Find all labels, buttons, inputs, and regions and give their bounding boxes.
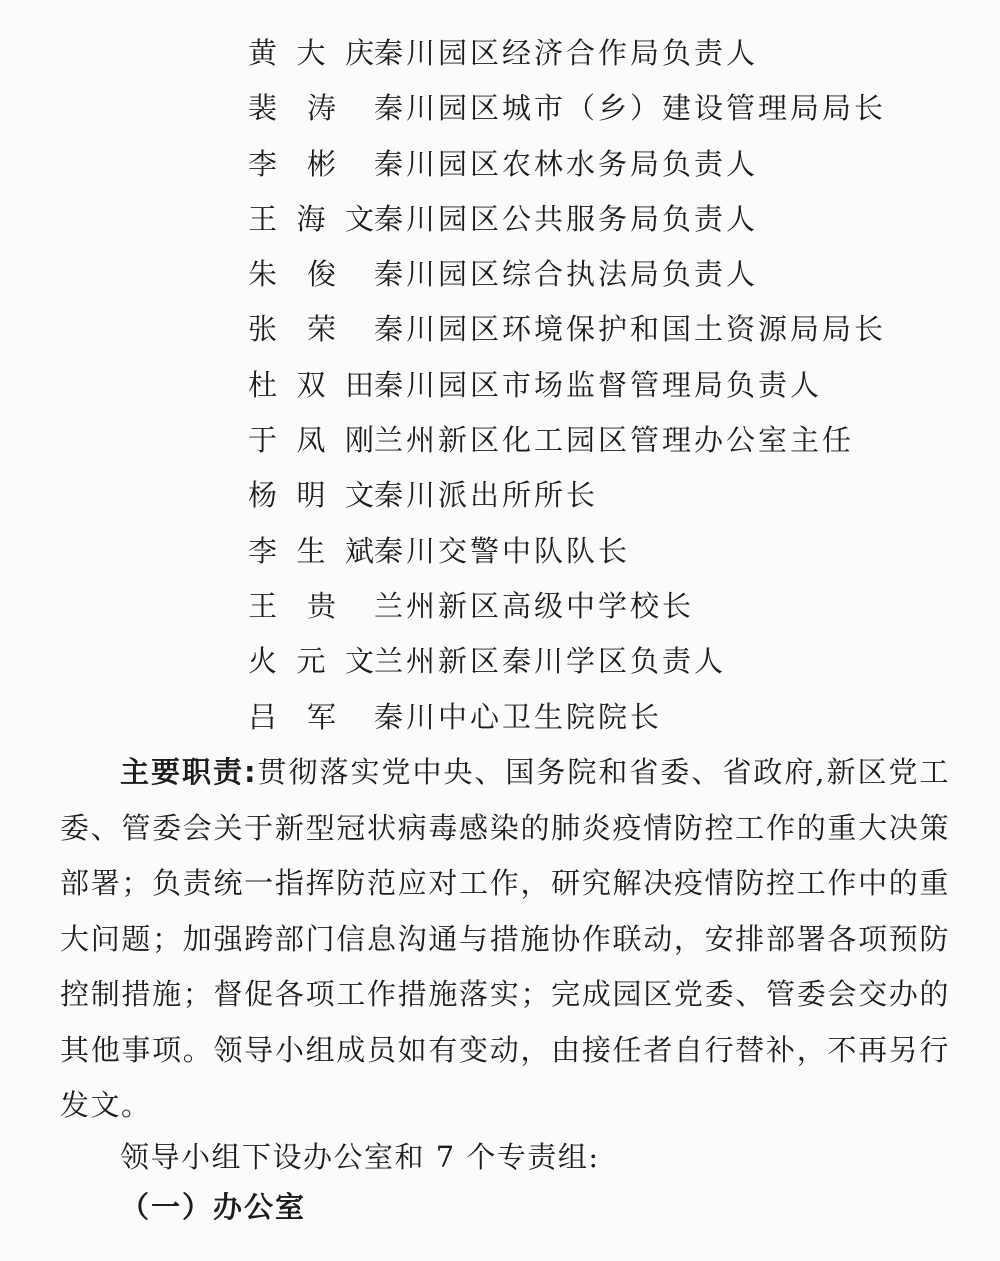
member-title: 秦川中心卫生院院长 [374,699,663,734]
member-list [248,30,948,749]
member-row [248,85,948,140]
member-name: 李生斌 [248,533,374,568]
member-name: 火元文 [248,644,374,679]
member-name: 于凤刚 [248,423,374,458]
member-title: 秦川园区经济合作局负责人 [374,36,759,70]
member-row [248,694,948,749]
member-row [248,251,948,306]
main-duties-paragraph [60,745,950,1134]
main-duties-text: 贯彻落实党中央、国务院和省委、省政府,新区党工委、管委会关于新型冠状病毒感染的肺炎疫情防控工作的重大决策部署；负责统一指挥防范应对工作，研究解决疫情防控工作中的重大问题；加强跨部门信息沟通与措施协作联动，安排部署各项预防控制措施；督促各项工作措施落实；完成园区党委、管委会交办的其他事项。领导小组成员如有变动，由接任者自行替补，不再另行发文。 [60,755,950,1122]
member-title: 兰州新区高级中学校长 [374,588,695,623]
subsection-intro: 领导小组下设办公室和 7 个专责组: [120,1140,600,1174]
member-name: 张荣 [248,312,336,347]
member-title: 秦川园区综合执法局负责人 [374,257,759,292]
member-row [248,306,948,361]
member-name: 吕军 [248,699,336,734]
member-name: 黄大庆 [248,36,374,70]
member-name: 王贵 [248,588,336,623]
member-title: 秦川园区公共服务局负责人 [374,201,759,236]
member-title: 兰州新区化工园区管理办公室主任 [374,423,855,458]
member-row [248,196,948,251]
member-row [248,528,948,583]
member-row [248,30,948,85]
member-name: 朱俊 [248,257,336,292]
member-title: 秦川园区城市（乡）建设管理局局长 [374,91,887,126]
member-name: 裴涛 [248,91,336,126]
member-title: 秦川园区市场监督管理局负责人 [374,367,823,402]
member-title: 秦川园区环境保护和国土资源局局长 [374,312,887,347]
member-row [248,141,948,196]
member-row [248,638,948,693]
member-row [248,417,948,472]
member-row [248,362,948,417]
member-title: 兰州新区秦川学区负责人 [374,644,727,679]
member-row [248,583,948,638]
member-title: 秦川派出所所长 [374,478,599,513]
member-name: 杜双田 [248,367,374,402]
main-duties-label: 主要职责: [120,755,258,789]
member-name: 杨明文 [248,478,374,513]
member-name: 王海文 [248,201,374,236]
member-name: 李彬 [248,146,336,181]
member-title: 秦川交警中队队长 [374,533,631,568]
member-row [248,472,948,527]
subsection-heading: （一）办公室 [120,1190,307,1224]
member-title: 秦川园区农林水务局负责人 [374,146,759,181]
